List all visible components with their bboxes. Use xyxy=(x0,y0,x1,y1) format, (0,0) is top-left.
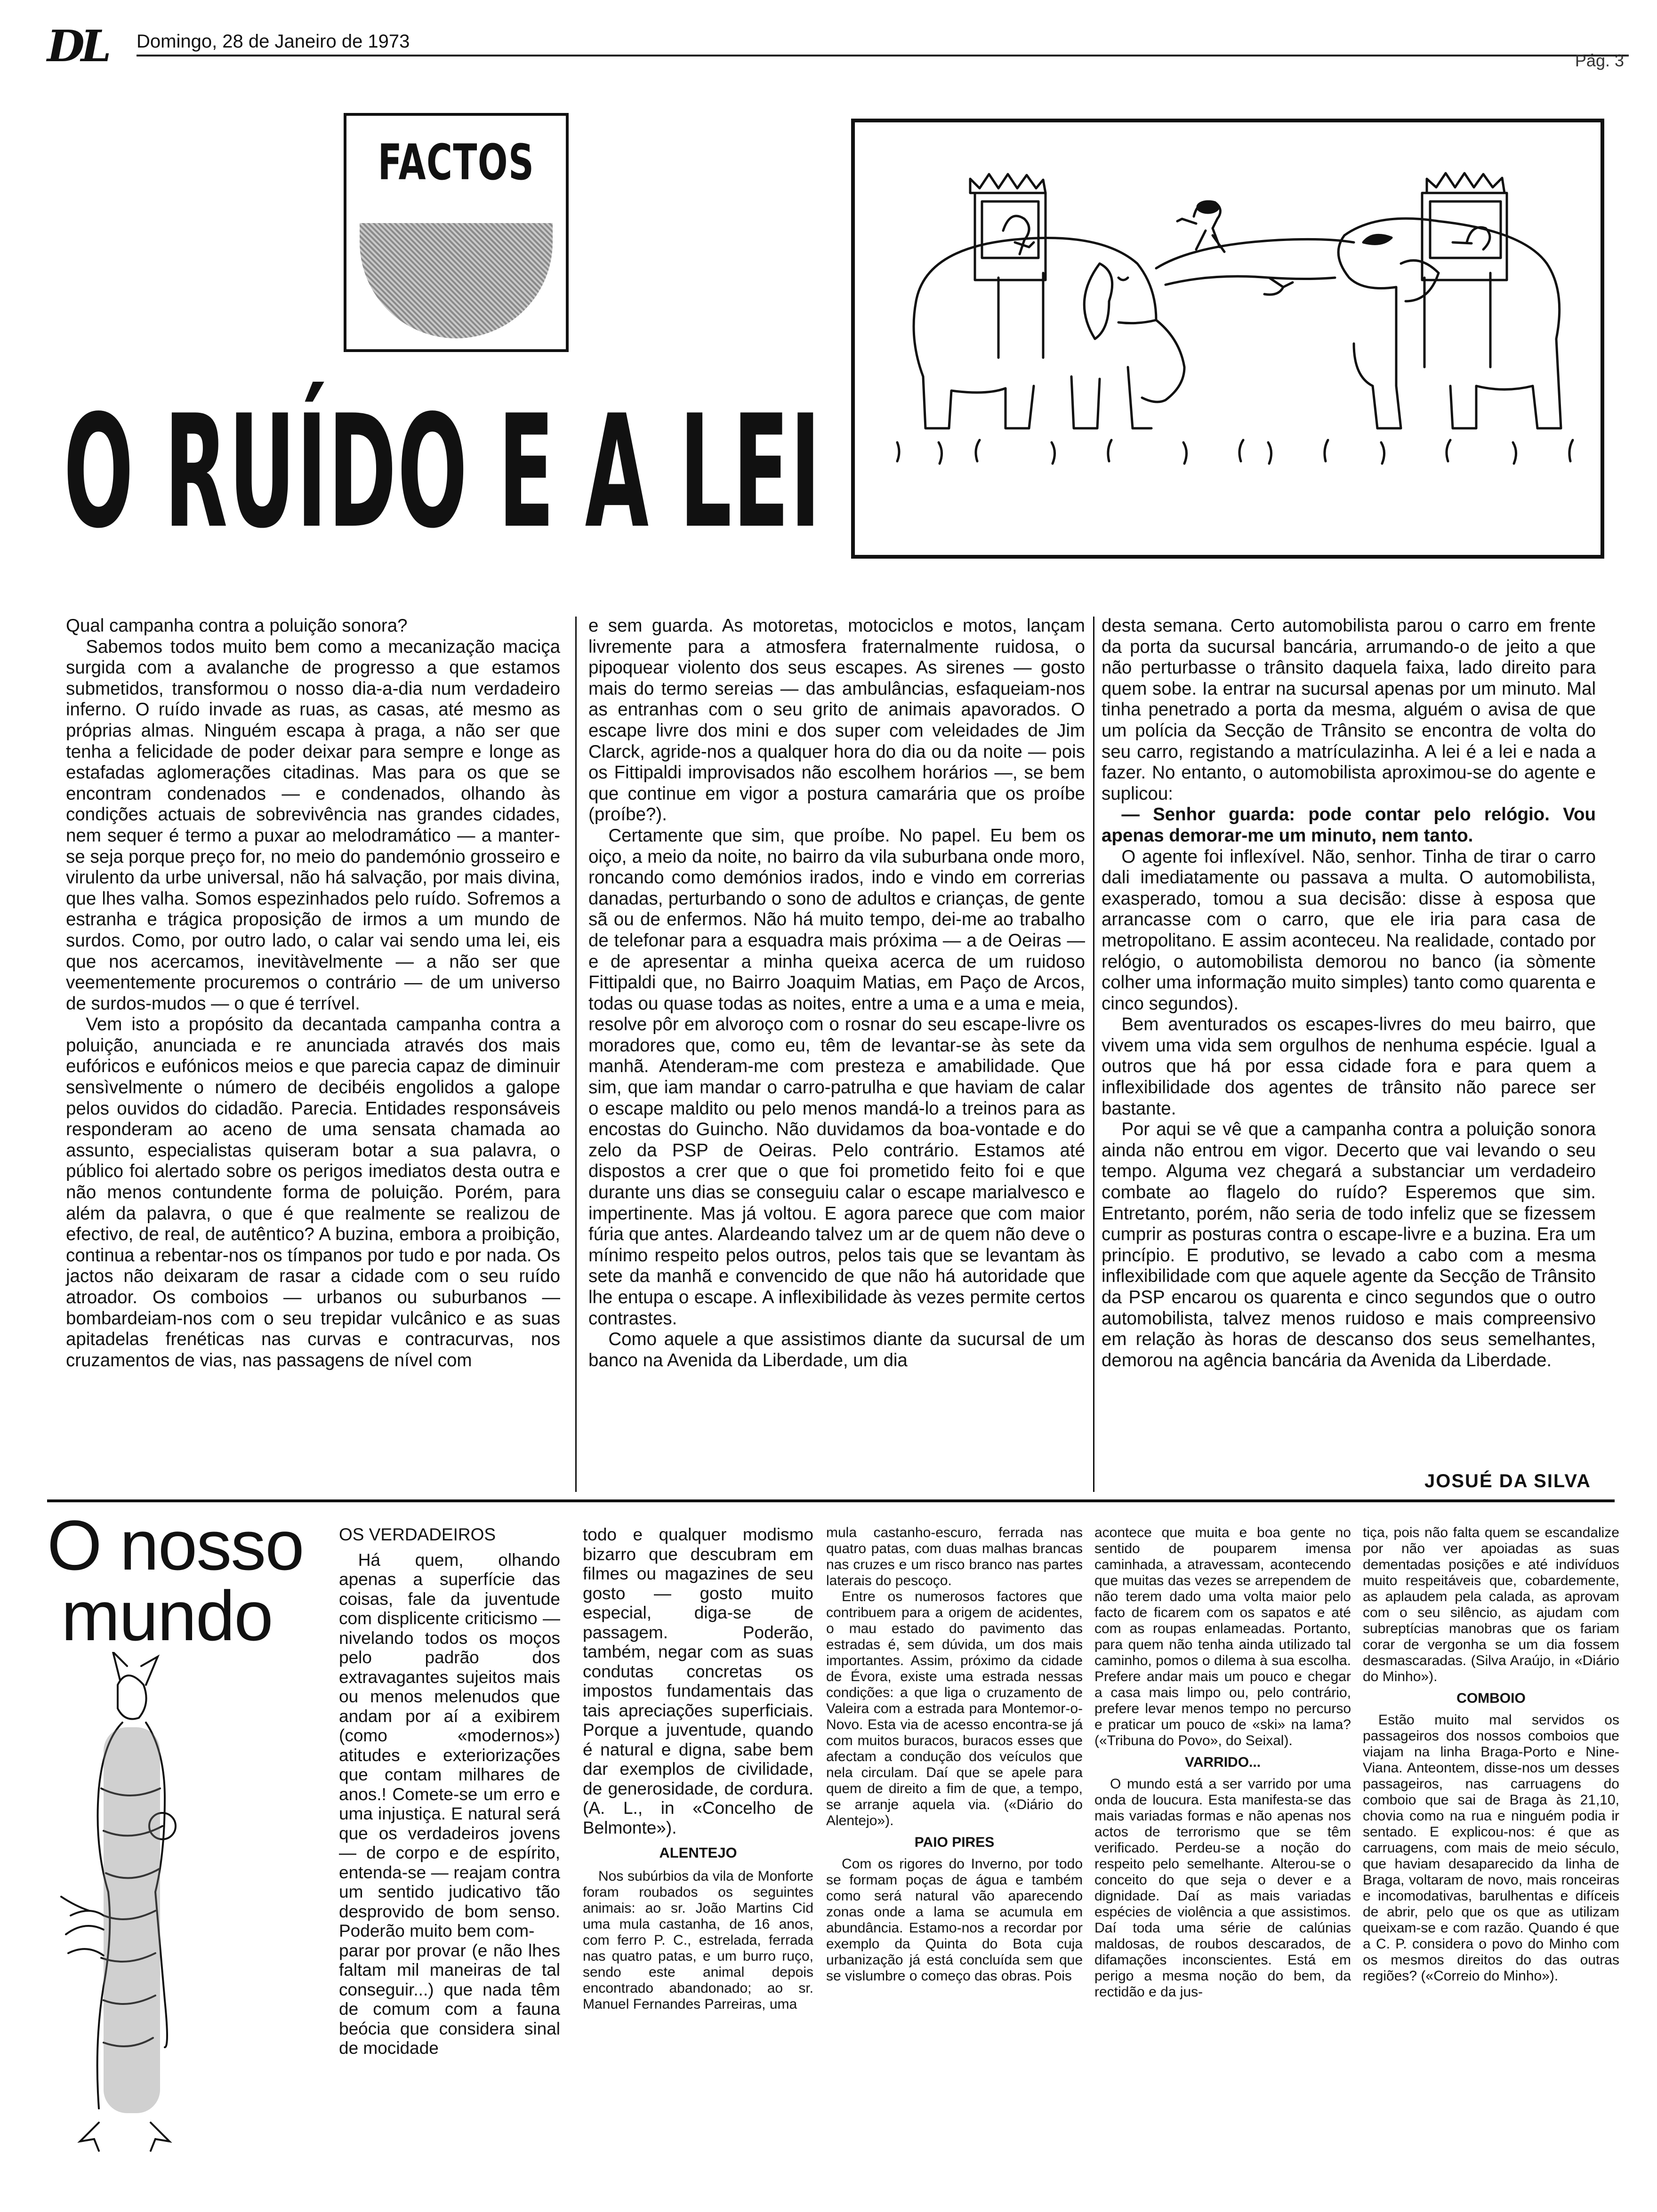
article-paragraph: Sabemos todos muito bem como a mecanização maciça surgida com a avalanche de progresso a que estamos submetidos, transformou o nosso dia-a-dia num verdadeiro inferno. O ruído invade as ruas, as casas, até mesmo as próprias almas. Ninguém escapa à praga, a não ser que tenha a felicidade de poder deixar para sempre e longe as estafadas aglomerações citadinas. Mas para os que se encontram condenados — e condenados, olhando às condições actuais de sobrevivência nas grandes cidades, nem sequer é termo a puxar ao melodramático — a manter-se seja porque preço for, no meio do pandemónio grosseiro e virulento da urbe universal, não há salvação, por mais divina, que lhes valha. Somos espezinhados pelo ruído. Sofremos a estranha e trágica proposição de irmos a um mundo de surdos. Como, por outro lado, o calar vai sendo uma lei, eis que nos acercamos, inevitàvelmente — a não ser que veementemente procuremos o contrário — de um universo de surdos-mudos — o que é terrível. xyxy=(66,636,560,1014)
dateline: Domingo, 28 de Janeiro de 1973 xyxy=(137,31,410,52)
nosso-mundo-column-4 xyxy=(1094,1525,1351,2000)
section-rule xyxy=(47,1499,1615,1502)
nosso-mundo-column-3 xyxy=(826,1525,1083,1984)
article-paragraph: Certamente que sim, que proíbe. No papel. Eu bem os oiço, a meio da noite, no bairro da vila suburbana onde moro, roncando como demónios irados, indo e vindo em correrias danadas, perturbando o sono de adultos e crianças, de gente sã ou de enfermos. Não há muito tempo, dei-me ao trabalho de telefonar para a esquadra mais próxima — a de Oeiras — e de apresentar a minha queixa acerca de um ruidoso Fittipaldi que, no Bairro Joaquim Matias, em Paço de Arcos, todas ou quase todas as noites, entre a uma e a uma e meia, resolve pôr em alvoroço com o rosnar do seu escape-livre os moradores que, como eu, têm de levantar-se às sete da manhã. Atenderam-me com presteza e amabilidade. Que sim, que iam mandar o carro-patrulha e que haviam de calar o escape maldito ou pelo menos mandá-lo a treinos para as encostas do Guincho. Não duvidamos da boa-vontade e do zelo da PSP de Oeiras. Pelo contrário. Estamos até dispostos a crer que o que foi prometido feito foi e que durante uns dias se conseguiu calar o escape marialvesco e impertinente. Mas já voltou. E agora parece que com maior fúria que antes. Alardeando talvez um ar de quem não deve o mínimo respeito pelos outros, pelos tais que se levantam às sete da manhã e convencido de que não há autoridade que lhe entupa o escape. A inflexibilidade às vezes permite certos contrastes. xyxy=(588,825,1085,1329)
dragon-figure xyxy=(56,1652,198,2160)
verdadeiros-text: Há quem, olhando apenas a superfície das coisas, fale da juventude com displicente criticismo — nivelando todos os moços pelo padrão dos extravagantes sujeitos mais ou menos melenudos que andam por aí a exibirem (como «modernos») atitudes e exteriorizações que contam milhares de anos.! Comete-se um erro e uma injustiça. E natural será que os verdadeiros jovens — de corpo e de espírito, entenda-se — reajam contra um sentido judicativo tão desprovido de bom senso. Poderão muito bem com- xyxy=(339,1550,560,1940)
article-lead: Qual campanha contra a poluição sonora? xyxy=(66,616,408,636)
paio-pires-heading: PAIO PIRES xyxy=(914,1835,995,1850)
headline: O RUÍDO E A LEI xyxy=(64,382,822,562)
elephant-cartoon xyxy=(851,119,1604,559)
dragon-illustration xyxy=(56,1652,198,2160)
article-column-1 xyxy=(66,616,560,1371)
article-paragraph: Vem isto a propósito da decantada campanha contra a poluição, anunciada e re anunciada através dos mais eufóricos e eufónicos meios e que parecia capaz de diminuir sensìvelmente o número de decibéis engolidos a galope pelos ouvidos do cidadão. Parecia. Entidades responsáveis responderam ao aceno de uma sensata chamada ao assunto, especialistas quiseram botar a sua palavra, o público foi alertado sobre os perigos imediatos desta outra e não menos contundente forma de poluição. Porém, para além da palavra, o que é que realmente se realizou de efectivo, de real, de autêntico? A buzina, embora a proibição, continua a rebentar-nos os tímpanos por tudo e por nada. Os jactos não deixaram de rasar a cidade com o seu ruído atroador. Os comboios — urbanos ou suburbanos — bombardeiam-nos com o seu trepidar vulcânico e as suas apitadelas frenéticas nas curvas e contracurvas, nos cruzamentos de vias, nas passagens de nível com xyxy=(66,1014,560,1370)
verdadeiros-text-cont: parar por provar (e não lhes faltam mil maneiras de tal conseguir...) que nada têm de comum com a fauna beócia que considera sinal de mocidade xyxy=(339,1940,560,2058)
article-paragraph: Como aquele a que assistimos diante da sucursal de um banco na Avenida da Liberdade, um dia xyxy=(588,1329,1085,1370)
column-rule xyxy=(1093,617,1094,1492)
article-paragraph: O agente foi inflexível. Não, senhor. Tinha de tirar o carro dali imediatamente ou passava a multa. O automobilista, exasperado, tomou a sua decisão: disse à esposa que arrancasse com o carro, que ele iria para casa de metropolitano. E assim aconteceu. Na realidade, contado por relógio, o automobilista demorou no banco (ia sòmente colher uma informação muito simples) tanto como quarenta e cinco segundos). xyxy=(1102,846,1596,1014)
page-number: Pág. 3 xyxy=(1575,51,1624,70)
alentejo-text-cont: mula castanho-escuro, ferrada nas quatro patas, com duas malhas brancas nas cruzes e um risco branco nas partes laterais do pescoço. xyxy=(826,1525,1083,1588)
section-title-line1: O nosso xyxy=(47,1506,304,1585)
article-quote: — Senhor guarda: pode contar pelo relógio. Vou apenas demorar-me um minuto, nem tanto. xyxy=(1102,804,1596,846)
header-rule xyxy=(137,55,1629,56)
factos-label: FACTOS xyxy=(378,134,535,191)
varrido-text: O mundo está a ser varrido por uma onda de loucura. Esta manifesta-se das mais variadas formas e não apenas nos actos de terrorismo que se têm verificado. Perdeu-se a noção do respeito pelo semelhante. Alterou-se o conceito do que seja o dever e a dignidade. Daí as mais variadas espécies de violência a que assistimos. Daí toda uma série de calúnias maldosas, de roubos descarados, de difamações inconscientes. Está em perigo a mesma noção do bem, da rectidão e da jus- xyxy=(1094,1776,1351,2000)
nosso-mundo-column-5 xyxy=(1363,1525,1619,1984)
factos-emblem xyxy=(360,223,553,338)
article-paragraph: Por aqui se vê que a campanha contra a poluição sonora ainda não entrou em vigor. Decerto que vai levando o seu tempo. Alguma vez chegará a substanciar um verdadeiro combate ao flagelo do ruído? Esperemos que sim. Entretanto, porém, não seria de todo infeliz que se fizessem cumprir as posturas contra o escape-livre e a buzina. Era um princípio. E produtivo, se levado a cabo com a mesma inflexibilidade com que aquele agente da Secção de Trânsito da PSP encarou os quarenta e cinco segundos que o outro automobilista, talvez menos ruidoso e mais compreensivo em relação às horas de descanso dos seus semelhantes, demorou na agência bancária da Avenida da Liberdade. xyxy=(1102,1119,1596,1370)
article-column-3 xyxy=(1102,616,1596,1371)
author-signature: JOSUÉ DA SILVA xyxy=(1424,1471,1591,1491)
article-paragraph: Bem aventurados os escapes-livres do meu bairro, que vivem uma vida sem orgulhos de nenhuma espécie. Igual a outros que há por essa cidade fora e para quem a inflexibilidade dos agentes de trânsito não parece ser bastante. xyxy=(1102,1014,1596,1119)
nosso-mundo-column-1 xyxy=(339,1525,560,2058)
comboio-text: Estão muito mal servidos os passageiros dos nossos comboios que viajam na linha Braga-Porto e Nine-Viana. Anteontem, disse-nos um desses passageiros, nas carruagens do comboio que sai de Braga às 21,10, chovia como na rua e ninguém podia ir sentado. E explicou-nos: é que as carruagens, com mais de meio século, que haviam desaparecido da linha de Braga, voltaram de novo, mais ronceiras e incomodativas, barulhentas e difíceis de abrir, pelo que os que as utilizam queixam-se e com razão. Quando é que a C. P. considera o povo do Minho com os mesmos direitos do das outras regiões? («Correio do Minho»). xyxy=(1363,1712,1619,1984)
varrido-heading: VARRIDO... xyxy=(1184,1755,1261,1770)
verdadeiros-text-end: todo e qualquer modismo bizarro que descubram em filmes ou magazines de seu gosto — gosto muito especial, diga-se de passagem. Poderão, também, negar com as suas condutas concretas os impostos fundamentais das tais apreciações superficiais. Porque a juventude, quando é natural e digna, sabe bem dar exemplos de civilidade, de generosidade, de cordura. (A. L., in «Concelho de Belmonte»). xyxy=(583,1525,813,1837)
varrido-text-cont: tiça, pois não falta quem se escandalize por não ver apoiadas as suas dementadas posições e até indivíduos muito respeitáveis que, cobardemente, as aplaudem pela calada, as aprovam com o seu silêncio, as ajudam com subreptícias manobras que os fariam corar de vergonha se um dia fossem desmascaradas. (Silva Araújo, in «Diário do Minho»). xyxy=(1363,1525,1619,1684)
paio-pires-text: Com os rigores do Inverno, por todo se formam poças de água e também como será natural vão aparecendo zonas onde a lama se acumula em abundância. Estamo-nos a recordar por exemplo da Quinta do Bota cuja urbanização já está concluída sem que se vislumbre o começo das obras. Pois xyxy=(826,1856,1083,1984)
alentejo-text: Nos subúrbios da vila de Monforte foram roubados os seguintes animais: ao sr. João Martins Cid uma mula castanha, de 16 anos, com ferro P. C., estrelada, ferrada nas quatro patas, e um burro ruço, sendo este animal depois encontrado abandonado; ao sr. Manuel Fernandes Parreiras, uma xyxy=(583,1868,813,2012)
section-title-line2: mundo xyxy=(61,1576,273,1655)
cartoon-illustration xyxy=(855,122,1601,555)
comboio-heading: COMBOIO xyxy=(1456,1691,1526,1706)
article-paragraph: desta semana. Certo automobilista parou o carro em frente da porta da sucursal bancária, arrumando-o de jeito a que não perturbasse o trânsito daquela faixa, lado direito para quem sobe. Ia entrar na sucursal apenas por um minuto. Mal tinha penetrado a porta da mesma, alguém o avisa de que um polícia da Secção de Trânsito se encontra de volta do seu carro, registando a matrículazinha. A lei é a lei e nada a fazer. No entanto, o automobilista aproximou-se do agente e suplicou: xyxy=(1102,616,1596,804)
newspaper-logo: DL xyxy=(47,21,108,72)
section-title xyxy=(47,1506,304,1655)
article-paragraph: e sem guarda. As motoretas, motociclos e motos, lançam livremente para a atmosfera fraternalmente ruidosa, o pipoquear violento dos seus escapes. As sirenes — gosto mais do termo sereias — das ambulâncias, esfaqueiam-nos as entranhas com o seu grito de animais apavorados. O escape livre dos mini e dos super com veleidades de Jim Clarck, agride-nos a qualquer hora do dia ou da noite — pois os Fittipaldi improvisados não escolhem horários —, se bem que continue em vigor a postura camarária que os proíbe (proíbe?). xyxy=(588,616,1085,825)
factos-box xyxy=(344,113,569,352)
road-text: Entre os numerosos factores que contribuem para a origem de acidentes, o mau estado do pavimento das estradas é, sem dúvida, um dos mais importantes. Assim, próximo da cidade de Évora, existe uma estrada nessas condições: a que liga o cruzamento de Valeira com a estrada para Montemor-o-Novo. Esta via de acesso encontra-se já com muitos buracos, buracos esses que afectam a condução dos veículos que nela circulam. Daí que se apele para quem de direito a fim de que, a tempo, se arranje aquela via. («Diário do Alentejo»). xyxy=(826,1589,1083,1828)
column-rule xyxy=(575,617,577,1492)
paio-pires-text-cont: acontece que muita e boa gente no sentido de pouparem imensa caminhada, a atravessam, acontecendo que muitas das vezes se arrependem de não terem dado uma volta maior pelo facto de ficarem com os sapatos e até com as roupas enlameadas. Portanto, para quem não tenha ainda utilizado tal caminho, pomos o dilema à sua escolha. Prefere andar mais um pouco e chegar a casa mais limpo ou, pelo contrário, prefere levar menos tempo no percurso e praticar um pouco de «ski» na lama? («Tribuna do Povo», do Seixal). xyxy=(1094,1525,1351,1748)
alentejo-heading: ALENTEJO xyxy=(659,1844,737,1861)
verdadeiros-heading: OS VERDADEIROS xyxy=(339,1525,496,1544)
nosso-mundo-column-2 xyxy=(583,1525,813,2012)
article-column-2 xyxy=(588,616,1085,1371)
